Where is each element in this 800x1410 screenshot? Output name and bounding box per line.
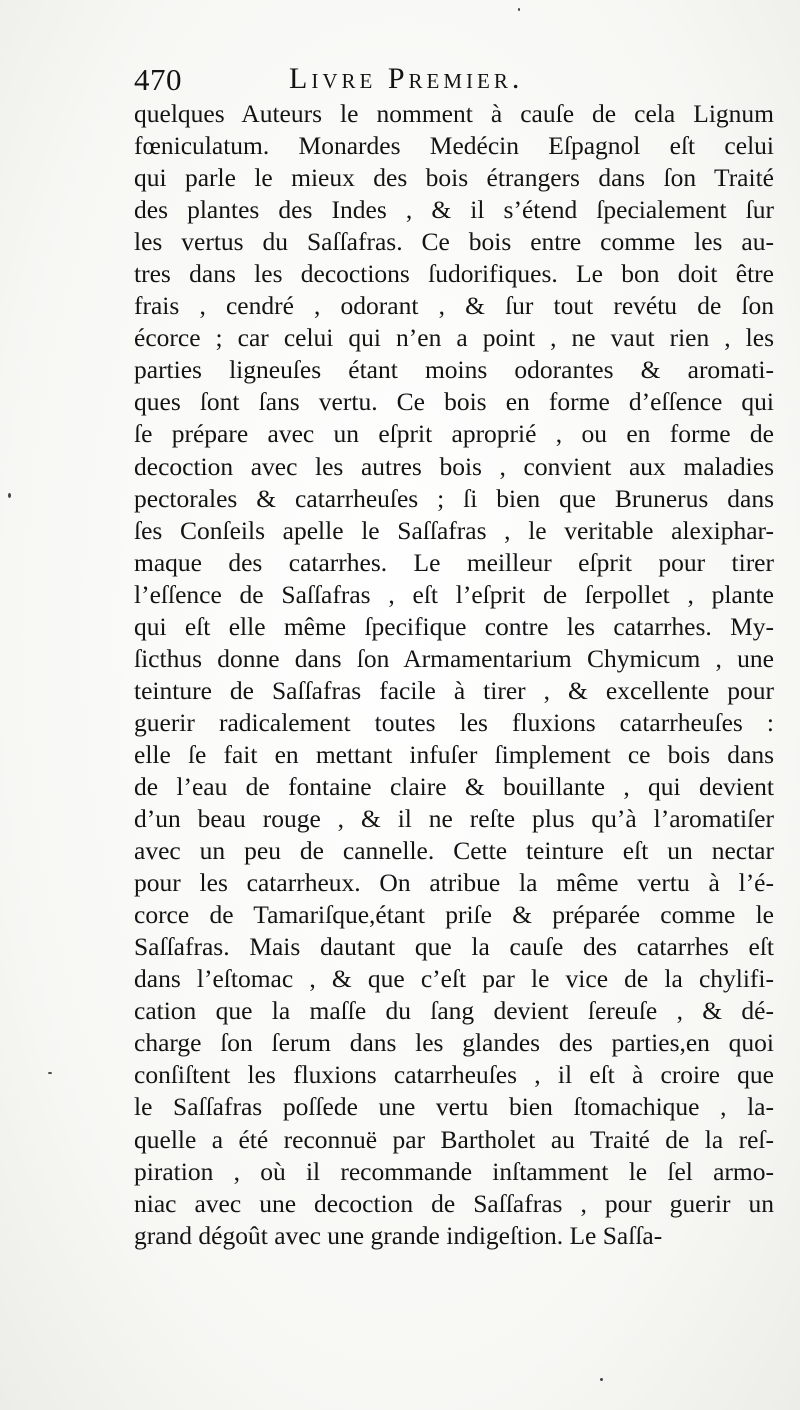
text-line: corce de Tamariſque,étant priſe & préparée comme le [134,900,774,930]
page-number: 470 [134,62,182,97]
text-line: cation que la maſſe du ſang devient ſereuſe , & dé- [134,996,774,1026]
page-header [134,58,654,97]
text-line: pectorales & catarrheuſes ; ſi bien que Brunerus dans [134,483,774,513]
text-line: conſiſtent les fluxions catarrheuſes , il eſt à croire que [134,1060,774,1090]
text-line: piration , où il recommande inſtamment le ſel armo- [134,1156,774,1186]
text-line: pour les catarrheux. On atribue la même vertu à l’é- [134,868,774,898]
text-line: écorce ; car celui qui n’en a point , ne vaut rien , les [134,323,774,353]
running-head: Livre Premier. [289,62,524,95]
text-line: guerir radicalement toutes les fluxions catarrheuſes : [134,707,774,737]
text-line: elle ſe fait en mettant infuſer ſimplement ce bois dans [134,739,774,769]
text-line: parties ligneuſes étant moins odorantes & aromati- [134,355,774,385]
text-line: quelques Auteurs le nomment à cauſe de cela Lignum [134,99,774,128]
text-line: fœniculatum. Monardes Medécin Eſpagnol eſt celui [134,131,774,161]
text-line: teinture de Saſſafras facile à tirer , & excellente pour [134,675,774,705]
text-line: ſe prépare avec un eſprit aproprié , ou en forme de [134,419,774,449]
text-line: decoction avec les autres bois , convient aux maladies [134,451,774,481]
text-line: qui eſt elle même ſpecifique contre les catarrhes. My- [134,611,774,641]
text-line: ques ſont ſans vertu. Ce bois en forme d’eſſence qui [134,387,774,417]
text-line: Saſſafras. Mais dautant que la cauſe des catarrhes eſt [134,932,774,962]
text-line: frais , cendré , odorant , & ſur tout revétu de ſon [134,291,774,321]
text-line: d’un beau rouge , & il ne reſte plus qu’à l’aromatiſer [134,804,774,834]
text-line: quelle a été reconnuë par Bartholet au Traité de la reſ- [134,1124,774,1154]
text-line: qui parle le mieux des bois étrangers dans ſon Traité [134,163,774,193]
text-line: niac avec une decoction de Saſſafras , pour guerir un [134,1188,774,1218]
paper-speck [518,8,520,11]
text-line: dans l’eſtomac , & que c’eſt par le vice de la chylifi- [134,964,774,994]
paper-speck [600,1378,603,1381]
text-line: maque des catarrhes. Le meilleur eſprit pour tirer [134,547,774,577]
text-line: ſicthus donne dans ſon Armamentarium Chymicum , une [134,643,774,673]
text-line: les vertus du Saſſafras. Ce bois entre comme les au- [134,227,774,257]
text-line: grand dégoût avec une grande indigeſtion. Le Saſſa- [134,1220,663,1250]
text-line: avec un peu de cannelle. Cette teinture eſt un nectar [134,836,774,866]
text-line: ſes Conſeils apelle le Saſſafras , le veritable alexiphar- [134,515,774,545]
text-line: des plantes des Indes , & il s’étend ſpecialement ſur [134,195,774,225]
paper-speck [8,493,11,498]
paper-speck [48,1072,52,1074]
text-line: charge ſon ſerum dans les glandes des parties,en quoi [134,1028,774,1058]
text-line: le Saſſafras poſſede une vertu bien ſtomachique , la- [134,1092,774,1122]
text-line: de l’eau de fontaine claire & bouillante , qui devient [134,771,774,801]
body-text [134,98,774,1252]
text-line: l’eſſence de Saſſafras , eſt l’eſprit de ſerpollet , plante [134,579,774,609]
text-line: tres dans les decoctions ſudorifiques. Le bon doit être [134,259,774,289]
